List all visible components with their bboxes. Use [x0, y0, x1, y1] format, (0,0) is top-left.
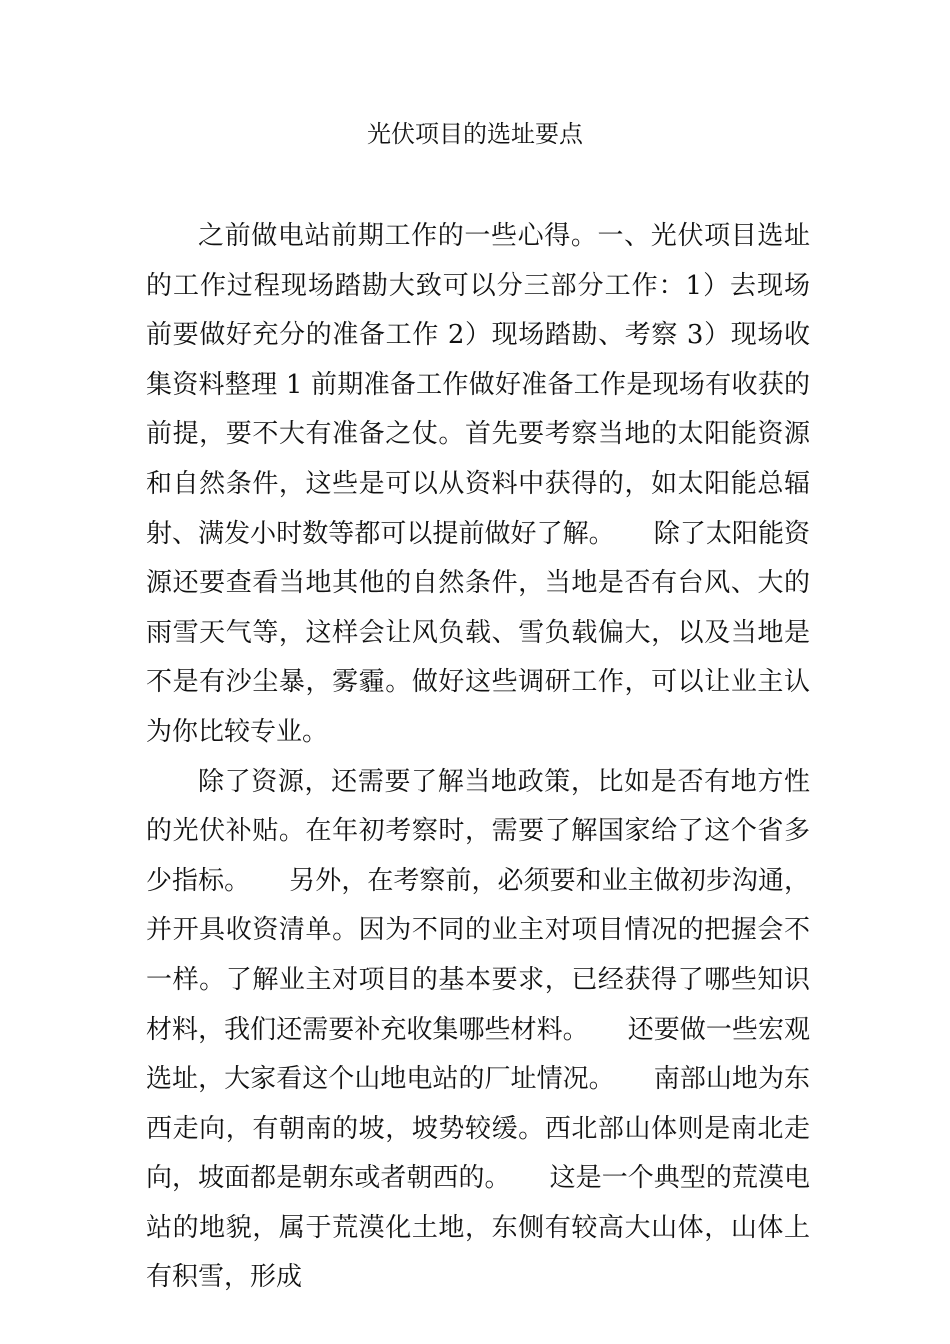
document-body: [146, 212, 810, 1303]
document-title: 光伏项目的选址要点: [367, 120, 583, 148]
paragraph-1: 之前做电站前期工作的一些心得。一、光伏项目选址的工作过程现场踏勘大致可以分三部分工作：1）去现场前要做好充分的准备工作 2）现场踏勘、考察 3）现场收集资料整理 1 前期准备工作做好准备工作是现场有收获的前提，要不大有准备之仗。首先要考察当地的太阳能资源和自然条件，这些是可以从资料中获得的，如太阳能总辐射、满发小时数等都可以提前做好了解。 除了太阳能资源还要查看当地其他的自然条件，当地是否有台风、大的雨雪天气等，这样会让风负载、雪负载偏大，以及当地是不是有沙尘暴，雾霾。做好这些调研工作，可以让业主认为你比较专业。: [146, 221, 810, 747]
paragraph-2: 除了资源，还需要了解当地政策，比如是否有地方性的光伏补贴。在年初考察时，需要了解国家给了这个省多少指标。 另外，在考察前，必须要和业主做初步沟通，并开具收资清单。因为不同的业主对项目情况的把握会不一样。了解业主对项目的基本要求，已经获得了哪些知识材料，我们还需要补充收集哪些材料。 还要做一些宏观选址，大家看这个山地电站的厂址情况。 南部山地为东西走向，有朝南的坡，坡势较缓。西北部山体则是南北走向，坡面都是朝东或者朝西的。 这是一个典型的荒漠电站的地貌，属于荒漠化土地，东侧有较高大山体，山体上有积雪，形成: [146, 766, 810, 1293]
